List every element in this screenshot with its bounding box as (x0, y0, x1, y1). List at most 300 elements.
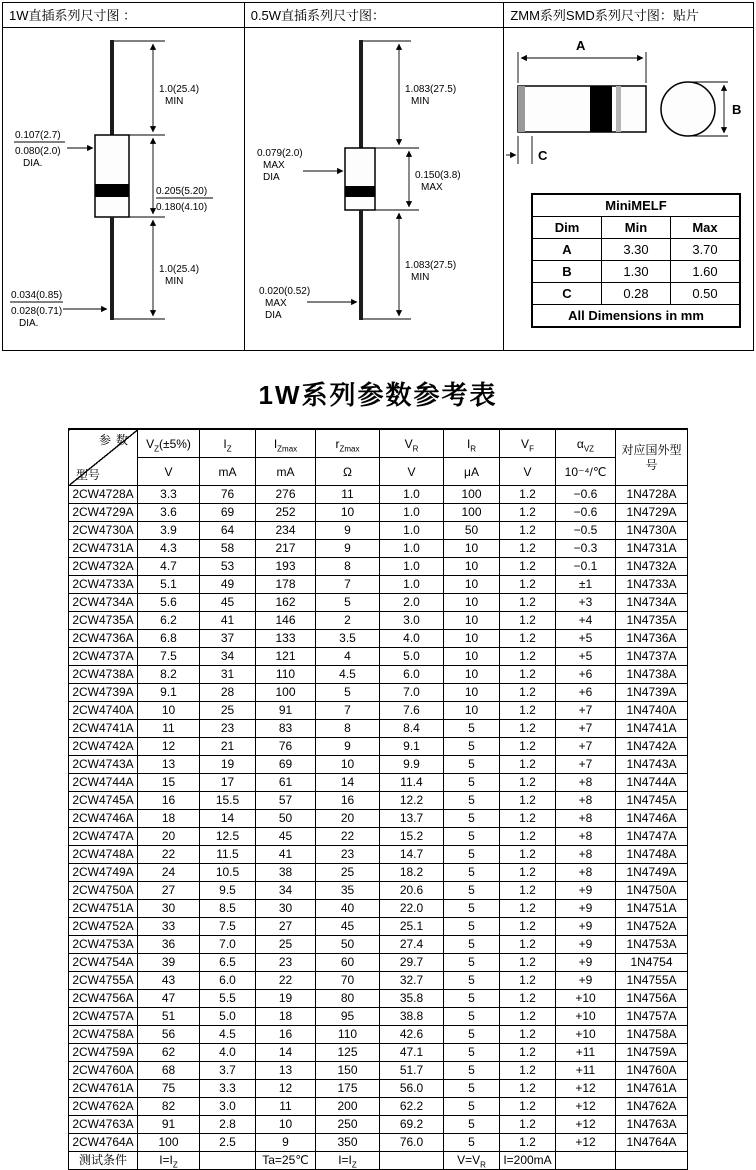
table-cell: 6.0 (200, 972, 256, 990)
table-cell: 22 (316, 828, 380, 846)
svg-text:0.020(0.52): 0.020(0.52) (258, 286, 310, 297)
svg-text:0.107(2.7): 0.107(2.7) (15, 130, 61, 141)
table-cell: 2CW4740A (69, 702, 138, 720)
table-cell: 12 (138, 738, 200, 756)
table-cell: 29.7 (380, 954, 444, 972)
svg-text:C: C (538, 148, 548, 163)
table-cell: 49 (200, 576, 256, 594)
table-cell: 91 (138, 1116, 200, 1134)
table-cell: 22 (138, 846, 200, 864)
table-cell: 21 (200, 738, 256, 756)
svg-text:0.079(2.0): 0.079(2.0) (256, 148, 303, 159)
corner-cell (69, 429, 138, 486)
table-cell: 234 (256, 522, 316, 540)
table-cell: 9 (316, 738, 380, 756)
table-cell: 2CW4738A (69, 666, 138, 684)
table-cell: 9 (316, 540, 380, 558)
table-cell: 2CW4743A (69, 756, 138, 774)
table-cell: 2CW4764A (69, 1134, 138, 1152)
table-cell: 9.1 (380, 738, 444, 756)
corner-label-model: 型号 (76, 468, 101, 482)
table-row (69, 522, 688, 540)
table-cell: 2CW4747A (69, 828, 138, 846)
table-cell: 13.7 (380, 810, 444, 828)
svg-text:1.083(27.5): 1.083(27.5) (404, 260, 456, 271)
table-cell: 5 (444, 1026, 500, 1044)
svg-text:1.0(25.4): 1.0(25.4) (159, 84, 200, 95)
table-cell: 1.2 (500, 576, 556, 594)
table-cell: 1.2 (500, 648, 556, 666)
table-row (69, 900, 688, 918)
table-cell: 20 (316, 810, 380, 828)
table-cell: 7 (316, 702, 380, 720)
table-cell: 1N4760A (616, 1062, 688, 1080)
table-cell: 33 (138, 918, 200, 936)
table-row (69, 774, 688, 792)
table-cell: 1.2 (500, 612, 556, 630)
table-cell: 100 (444, 486, 500, 504)
table-cell: 2CW4728A (69, 486, 138, 504)
table-cell: 2CW4741A (69, 720, 138, 738)
table-cell: 31 (200, 666, 256, 684)
table-cell: 1.2 (500, 1080, 556, 1098)
table-cell: 1.2 (500, 900, 556, 918)
svg-text:1.0(25.4): 1.0(25.4) (159, 264, 200, 275)
table-cell: 2CW4748A (69, 846, 138, 864)
table-cell: +8 (556, 810, 616, 828)
table-cell: 56.0 (380, 1080, 444, 1098)
header-row-units (69, 458, 688, 486)
table-cell: 2CW4745A (69, 792, 138, 810)
table-cell: 11 (256, 1098, 316, 1116)
table-cell: 64 (200, 522, 256, 540)
table-cell: 5 (444, 900, 500, 918)
table-cell: 14 (200, 810, 256, 828)
table-cell: 1.60 (671, 261, 741, 283)
panel-05w-body (245, 28, 504, 350)
table-cell: 6.5 (200, 954, 256, 972)
table-cell: 1.2 (500, 936, 556, 954)
table-cell: 17 (200, 774, 256, 792)
unit-alpha: 10⁻⁴/℃ (556, 458, 616, 486)
unit-iz: mA (200, 458, 256, 486)
table-cell: 5 (444, 1134, 500, 1152)
table-cell: 5 (444, 810, 500, 828)
table-cell: 1.2 (500, 1098, 556, 1116)
table-row (69, 1098, 688, 1116)
minimelf-col-max: Max (671, 217, 741, 239)
svg-text:0.150(3.8): 0.150(3.8) (414, 170, 461, 181)
table-cell: 100 (444, 504, 500, 522)
col-header-rzmax: $r_{Zmax}$ (316, 429, 380, 458)
table-cell: 25 (256, 936, 316, 954)
corner-label-param: 参数 (98, 433, 133, 447)
table-cell: 1.2 (500, 684, 556, 702)
table-row (69, 936, 688, 954)
table-cell: 5 (444, 1062, 500, 1080)
table-cell: 1.2 (500, 594, 556, 612)
unit-ir: μA (444, 458, 500, 486)
table-cell: 5.5 (200, 990, 256, 1008)
table-cell: +9 (556, 900, 616, 918)
table-cell: 5 (444, 936, 500, 954)
table-cell: 测试条件 (69, 1152, 138, 1170)
table-cell: 76.0 (380, 1134, 444, 1152)
table-cell: 1N4728A (616, 486, 688, 504)
table-row (69, 990, 688, 1008)
table-cell: 1.2 (500, 864, 556, 882)
table-cell: 1N4746A (616, 810, 688, 828)
table-cell: +3 (556, 594, 616, 612)
svg-text:0.180(4.10): 0.180(4.10) (156, 202, 208, 213)
table-cell: 4.5 (200, 1026, 256, 1044)
panel-05w (244, 2, 505, 351)
svg-text:A: A (576, 38, 586, 53)
table-cell: 250 (316, 1116, 380, 1134)
table-cell: 22 (256, 972, 316, 990)
table-cell: 1.0 (380, 576, 444, 594)
table-cell: 1N4759A (616, 1044, 688, 1062)
table-cell: +5 (556, 630, 616, 648)
table-cell: 1N4741A (616, 720, 688, 738)
table-cell: 2CW4752A (69, 918, 138, 936)
table-cell: 162 (256, 594, 316, 612)
table-cell: 5 (444, 792, 500, 810)
svg-text:B: B (732, 102, 742, 117)
table-cell: +7 (556, 756, 616, 774)
table-cell: 2CW4761A (69, 1080, 138, 1098)
table-row (69, 1080, 688, 1098)
minimelf-row (532, 261, 740, 283)
panel-1w-body (3, 28, 244, 350)
table-cell: 50 (444, 522, 500, 540)
table-cell: 5 (444, 918, 500, 936)
table-cell: 5 (444, 1008, 500, 1026)
table-cell: 25 (316, 864, 380, 882)
table-cell: $I=I_Z$ (138, 1152, 200, 1170)
table-cell: +6 (556, 666, 616, 684)
table-cell: 82 (138, 1098, 200, 1116)
table-cell: −0.5 (556, 522, 616, 540)
table-cell: 2CW4762A (69, 1098, 138, 1116)
table-cell: 2CW4763A (69, 1116, 138, 1134)
table-cell: 32.7 (380, 972, 444, 990)
table-cell: 2.5 (200, 1134, 256, 1152)
table-cell: 1N4734A (616, 594, 688, 612)
minimelf-title: MiniMELF (532, 194, 740, 217)
table-cell: 3.3 (200, 1080, 256, 1098)
table-cell: 1.2 (500, 720, 556, 738)
bottom-lead (359, 210, 363, 320)
col-header-izmax: $I_{Zmax}$ (256, 429, 316, 458)
table-cell: 11 (316, 486, 380, 504)
table-cell: 1N4762A (616, 1098, 688, 1116)
table-row (69, 1008, 688, 1026)
table-cell: 1N4748A (616, 846, 688, 864)
table-cell: +8 (556, 828, 616, 846)
table-cell: 13 (138, 756, 200, 774)
table-cell: 5 (316, 684, 380, 702)
table-row (69, 576, 688, 594)
table-cell: 252 (256, 504, 316, 522)
panel-1w-title: 1W直插系列尺寸图 ： (3, 3, 244, 28)
panel-05w-title: 0.5W直插系列尺寸图： (245, 3, 504, 28)
table-cell: 3.70 (671, 239, 741, 261)
table-cell: 58 (200, 540, 256, 558)
table-cell: 1.2 (500, 774, 556, 792)
table-cell: 10 (444, 648, 500, 666)
table-cell: 4.7 (138, 558, 200, 576)
table-cell: 47.1 (380, 1044, 444, 1062)
table-cell: 150 (316, 1062, 380, 1080)
table-cell: 350 (316, 1134, 380, 1152)
table-cell: 5 (444, 1098, 500, 1116)
svg-text:0.080(2.0): 0.080(2.0) (15, 146, 61, 157)
table-cell: 50 (256, 810, 316, 828)
section-title: 1W系列参数参考表 (258, 380, 498, 410)
table-cell: 15.5 (200, 792, 256, 810)
table-cell: 25.1 (380, 918, 444, 936)
param-table-body (69, 486, 688, 1170)
table-cell: 1.0 (380, 522, 444, 540)
table-cell: 91 (256, 702, 316, 720)
table-cell: 36 (138, 936, 200, 954)
table-cell: 1.2 (500, 1134, 556, 1152)
svg-text:MIN: MIN (410, 96, 430, 107)
table-cell: 16 (138, 792, 200, 810)
table-cell: 1N4753A (616, 936, 688, 954)
table-cell: 1.2 (500, 1008, 556, 1026)
table-cell: 3.30 (602, 239, 671, 261)
table-cell: +8 (556, 846, 616, 864)
table-cell: 0.50 (671, 283, 741, 305)
table-cell: 6.2 (138, 612, 200, 630)
table-cell: 5 (444, 1044, 500, 1062)
table-cell: 5 (444, 972, 500, 990)
table-cell: 1N4747A (616, 828, 688, 846)
table-cell: 100 (138, 1134, 200, 1152)
col-header-ir: $I_R$ (444, 429, 500, 458)
melf-diagram (504, 28, 752, 180)
table-cell: 125 (316, 1044, 380, 1062)
cathode-band (345, 186, 375, 197)
table-cell: 7.0 (200, 936, 256, 954)
col-header-vf: $V_F$ (500, 429, 556, 458)
table-row (69, 1062, 688, 1080)
table-cell: 2CW4751A (69, 900, 138, 918)
table-cell: 43 (138, 972, 200, 990)
table-cell: 2CW4732A (69, 558, 138, 576)
table-row (69, 1134, 688, 1152)
table-cell: 2CW4733A (69, 576, 138, 594)
table-cell: 2CW4734A (69, 594, 138, 612)
table-cell (556, 1152, 616, 1170)
table-cell: +12 (556, 1080, 616, 1098)
table-cell (200, 1152, 256, 1170)
table-cell: +9 (556, 954, 616, 972)
table-cell: 1N4754 (616, 954, 688, 972)
table-cell: 51 (138, 1008, 200, 1026)
col-header-vz: $V_Z(\pm 5\%)$ (138, 429, 200, 458)
table-cell: +12 (556, 1098, 616, 1116)
melf-end-view (661, 82, 715, 136)
table-cell: +11 (556, 1062, 616, 1080)
melf-stripe (616, 86, 621, 132)
table-cell: 2CW4754A (69, 954, 138, 972)
table-cell: 1.2 (500, 486, 556, 504)
table-cell: 60 (316, 954, 380, 972)
bottom-lead (110, 217, 114, 320)
minimelf-row (532, 283, 740, 305)
test-conditions-row (69, 1152, 688, 1170)
table-row (69, 792, 688, 810)
table-cell: 2CW4735A (69, 612, 138, 630)
table-cell: 8 (316, 558, 380, 576)
table-cell: 1N4740A (616, 702, 688, 720)
table-cell: 1.2 (500, 972, 556, 990)
minimelf-header-row (532, 217, 740, 239)
table-cell: 8.2 (138, 666, 200, 684)
table-cell: 5 (444, 846, 500, 864)
table-cell: 193 (256, 558, 316, 576)
table-cell: 7.5 (200, 918, 256, 936)
table-cell: +11 (556, 1044, 616, 1062)
table-cell: 80 (316, 990, 380, 1008)
table-cell: 1N4733A (616, 576, 688, 594)
table-cell: +9 (556, 882, 616, 900)
table-cell: 14.7 (380, 846, 444, 864)
table-cell: 2CW4736A (69, 630, 138, 648)
table-cell: +10 (556, 1026, 616, 1044)
table-cell: 100 (256, 684, 316, 702)
table-cell: −0.3 (556, 540, 616, 558)
table-cell: 2CW4753A (69, 936, 138, 954)
table-cell: 69 (256, 756, 316, 774)
table-cell: 10 (444, 630, 500, 648)
table-cell: 5.0 (380, 648, 444, 666)
table-cell: 5 (444, 990, 500, 1008)
table-row (69, 1026, 688, 1044)
unit-vf: V (500, 458, 556, 486)
table-cell: 19 (256, 990, 316, 1008)
table-cell: 1N4756A (616, 990, 688, 1008)
table-cell: 4.3 (138, 540, 200, 558)
table-cell: C (532, 283, 602, 305)
table-cell: 76 (200, 486, 256, 504)
minimelf-body (532, 239, 740, 305)
diode-body (345, 148, 375, 210)
col-header-alpha: $\alpha_{VZ}$ (556, 429, 616, 458)
table-cell: 27 (138, 882, 200, 900)
table-row (69, 558, 688, 576)
table-cell: 23 (256, 954, 316, 972)
table-cell: 10 (444, 612, 500, 630)
table-cell: 1N4738A (616, 666, 688, 684)
table-cell: 2CW4729A (69, 504, 138, 522)
table-cell: 28 (200, 684, 256, 702)
table-cell: 121 (256, 648, 316, 666)
table-cell: 3.5 (316, 630, 380, 648)
table-cell: 146 (256, 612, 316, 630)
unit-izmax: mA (256, 458, 316, 486)
table-cell: 11.5 (200, 846, 256, 864)
table-cell: 1.2 (500, 1062, 556, 1080)
table-cell: 5 (316, 594, 380, 612)
table-cell: Ta=25℃ (256, 1152, 316, 1170)
table-row (69, 1044, 688, 1062)
table-cell: 110 (316, 1026, 380, 1044)
table-row (69, 540, 688, 558)
table-row (69, 504, 688, 522)
col-header-iz: $I_Z$ (200, 429, 256, 458)
table-cell: 95 (316, 1008, 380, 1026)
table-cell: 12.5 (200, 828, 256, 846)
table-cell: ±1 (556, 576, 616, 594)
table-cell: 2CW4756A (69, 990, 138, 1008)
table-row (69, 828, 688, 846)
table-cell: −0.1 (556, 558, 616, 576)
table-cell: 24 (138, 864, 200, 882)
table-cell: 1.2 (500, 810, 556, 828)
table-cell: 10 (444, 702, 500, 720)
table-cell: 12 (256, 1080, 316, 1098)
table-cell: 1N4731A (616, 540, 688, 558)
table-cell: 2CW4749A (69, 864, 138, 882)
table-cell: +8 (556, 792, 616, 810)
table-cell: 9.1 (138, 684, 200, 702)
table-cell: 51.7 (380, 1062, 444, 1080)
table-cell: 5 (444, 720, 500, 738)
table-row (69, 1116, 688, 1134)
table-cell: 1.2 (500, 846, 556, 864)
table-cell: 1.2 (500, 828, 556, 846)
table-cell: +10 (556, 990, 616, 1008)
col-header-vr: $V_R$ (380, 429, 444, 458)
svg-text:MIN: MIN (165, 96, 184, 107)
table-cell: 7.5 (138, 648, 200, 666)
table-cell: 5 (444, 1080, 500, 1098)
table-cell: 10 (444, 594, 500, 612)
table-cell: 1N4732A (616, 558, 688, 576)
table-cell: 18 (256, 1008, 316, 1026)
table-cell: 47 (138, 990, 200, 1008)
table-row (69, 738, 688, 756)
table-row (69, 648, 688, 666)
table-cell: 40 (316, 900, 380, 918)
table-cell: 1.2 (500, 918, 556, 936)
table-cell: 1N4735A (616, 612, 688, 630)
table-cell: 1.30 (602, 261, 671, 283)
table-cell: 3.6 (138, 504, 200, 522)
table-cell: 2CW4742A (69, 738, 138, 756)
table-cell: B (532, 261, 602, 283)
table-row (69, 684, 688, 702)
table-cell: 8 (316, 720, 380, 738)
svg-text:MIN: MIN (165, 276, 184, 287)
table-cell: 10.5 (200, 864, 256, 882)
table-cell: 4.5 (316, 666, 380, 684)
table-cell: 0.28 (602, 283, 671, 305)
table-cell: I=200mA (500, 1152, 556, 1170)
table-row (69, 720, 688, 738)
table-cell: 38 (256, 864, 316, 882)
svg-text:MIN: MIN (410, 272, 430, 283)
table-cell: 19 (200, 756, 256, 774)
top-lead (359, 40, 363, 148)
panel-zmm-body (504, 28, 753, 350)
table-cell: +9 (556, 918, 616, 936)
table-cell: −0.6 (556, 504, 616, 522)
